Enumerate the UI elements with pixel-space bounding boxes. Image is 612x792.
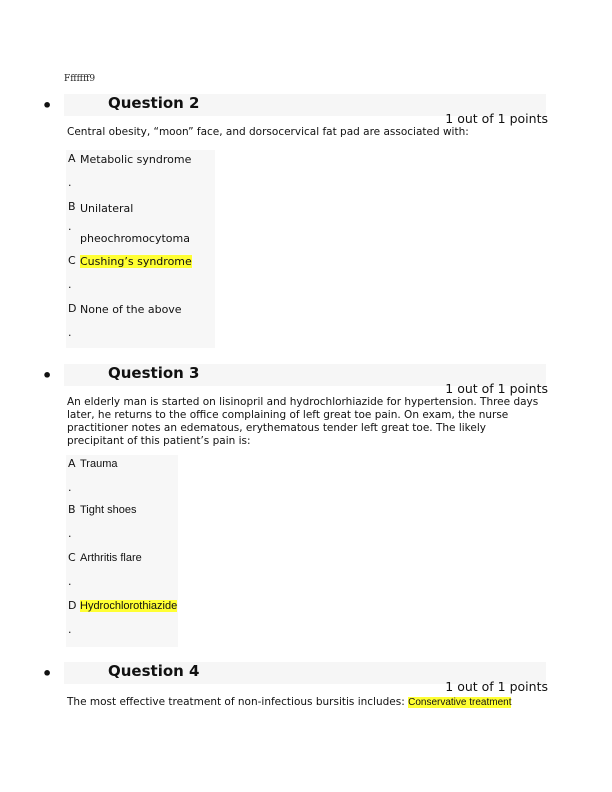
selected-answer: Hydrochlorothiazide: [80, 600, 178, 612]
header-text: Fffffff9: [64, 74, 96, 84]
question-title: Question 3: [108, 364, 200, 382]
answer-options: A Trauma . B Tight shoes . C Arthritis flare . D Hydrochlorothiazide .: [66, 455, 178, 647]
question-2: [0, 94, 612, 354]
bullet-icon: •: [42, 664, 53, 683]
question-points: 1 out of 1 points: [445, 679, 548, 694]
question-text: An elderly man is started on lisinopril and hydrochlorhiazide for hypertension. Three days later, he returns to the office complaining of left great toe pain. On exam, the nurse practitioner notes an edematous, erythematous tender left great toe. The likely precipitant of this patient’s pain is:: [67, 396, 539, 447]
bullet-icon: •: [42, 366, 53, 385]
question-title: Question 4: [108, 662, 200, 680]
question-points: 1 out of 1 points: [445, 111, 548, 126]
answer-options: A Metabolic syndrome . B Unilateral . pheochromocytoma C Cushing’s syndrome . D None of the above .: [66, 150, 215, 348]
selected-answer: Cushing’s syndrome: [80, 255, 192, 268]
question-text: Central obesity, “moon” face, and dorsocervical fat pad are associated with:: [67, 126, 469, 138]
question-points: 1 out of 1 points: [445, 381, 548, 396]
question-text: The most effective treatment of non-infectious bursitis includes: Conservative treatment: [67, 696, 512, 708]
question-4: [0, 662, 612, 722]
question-title: Question 2: [108, 94, 200, 112]
selected-answer: Conservative treatment: [408, 697, 512, 708]
bullet-icon: •: [42, 96, 53, 115]
question-3: [0, 364, 612, 654]
